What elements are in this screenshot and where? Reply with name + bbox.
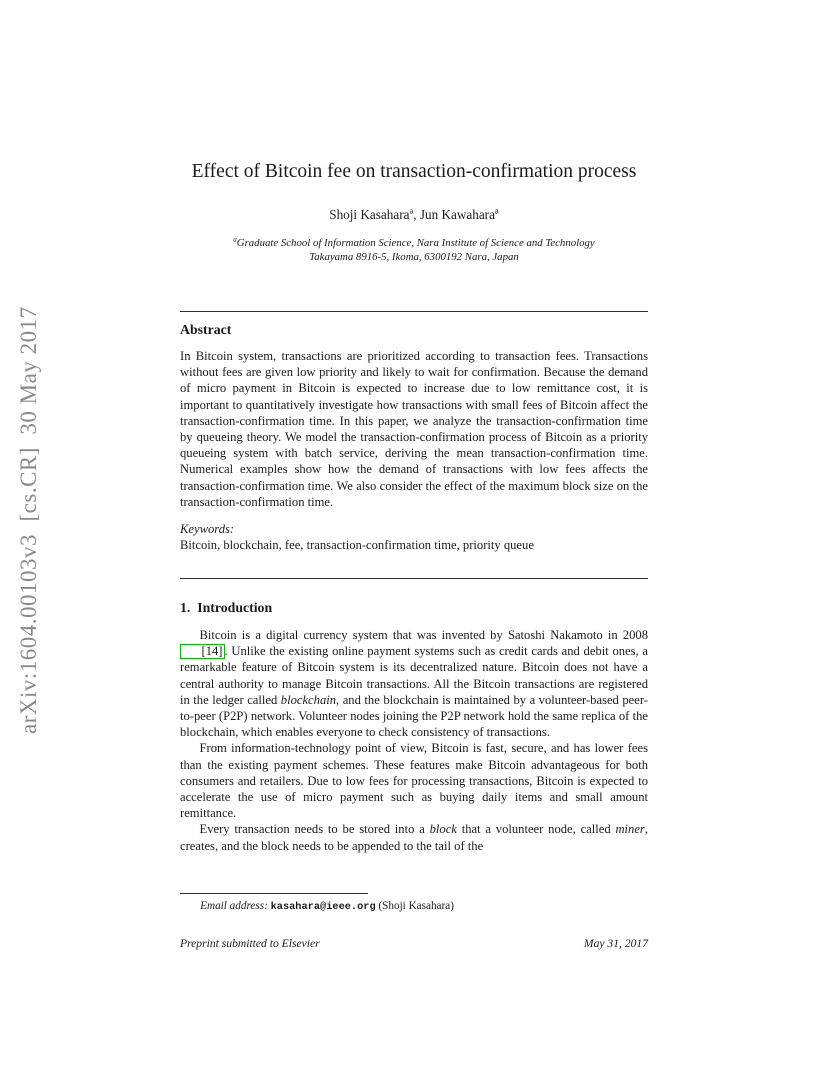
arxiv-sidebar-stamp: arXiv:1604.00103v3 [cs.CR] 30 May 2017 — [16, 306, 41, 734]
footer-date: May 31, 2017 — [583, 937, 648, 950]
page-footer — [180, 937, 648, 950]
authors-line: Shoji Kasahara$^a$, Jun Kawahara$^a$ — [329, 205, 499, 222]
intro-paragraph-2: From information-technology point of view, Bitcoin is fast, secure, and has lower fees than the existing payment schemes. These features make Bitcoin advantageous for both consumers and retailers. Due to low fees for processing transactions, Bitcoin is expected to accelerate the use of micro payment such as buying daily items and small amount remittance. — [180, 741, 648, 821]
intro-paragraph-3: Every transaction needs to be stored into a block that a volunteer node, called miner, creates, and the block needs to be appended to the tail of the — [180, 822, 648, 853]
introduction-body — [180, 627, 648, 854]
intro-paragraph-1: Bitcoin is a digital currency system that was invented by Satoshi Nakamoto in 2008 [14] . Unlike the existing online payment systems such as credit cards and debit ones, a remarkable feature of Bitcoin system is its decentralized nature. Bitcoin does not have a central authority to manage Bitcoin transactions. All the Bitcoin transactions are registered in the ledger called blockchain, and the blockchain is maintained by a volunteer-based peer-to-peer (P2P) network. Volunteer nodes joining the P2P network hold the same replica of the blockchain, which enables everyone to check consistency of transactions. — [180, 628, 648, 740]
introduction-section — [180, 600, 648, 854]
email-footnote: Email address: kasahara@ieee.org (Shoji Kasahara) — [200, 900, 454, 913]
affiliation-line1: $^a$Graduate School of Information Science, Nara Institute of Science and Technology — [233, 235, 595, 249]
paper-title: Effect of Bitcoin fee on transaction-confirmation process — [191, 161, 637, 182]
abstract-section — [180, 322, 648, 553]
affiliation-block — [180, 237, 648, 264]
citation-link[interactable]: [14] — [180, 644, 225, 659]
keywords-label: Keywords: — [180, 522, 235, 537]
abstract-bottom-rule — [180, 578, 648, 579]
footer-preprint-note: Preprint submitted to Elsevier — [180, 937, 320, 950]
introduction-heading: 1. Introduction — [180, 600, 273, 615]
keywords-text: Bitcoin, blockchain, fee, transaction-confirmation time, priority queue — [180, 538, 534, 553]
abstract-heading: Abstract — [180, 322, 232, 337]
abstract-body: In Bitcoin system, transactions are prioritized according to transaction fees. Transactions without fees are given low priority and likely to wait for confirmation. Because the demand of micro payment in Bitcoin is expected to increase due to low remittance cost, it is important to quantitatively investigate how transactions with small fees of Bitcoin affect the transaction-confirmation time. In this paper, we analyze the transaction-confirmation time by queueing theory. We model the transaction-confirmation process of Bitcoin as a priority queueing system with batch service, deriving the mean transaction-confirmation time. Numerical examples show how the demand of transactions with low fees affects the transaction-confirmation time. We also consider the effect of the maximum block size on the transaction-confirmation time. — [180, 349, 648, 509]
affiliation-line2: Takayama 8916-5, Ikoma, 6300192 Nara, Japan — [309, 250, 519, 263]
footnote-rule — [180, 893, 368, 894]
abstract-top-rule — [180, 311, 648, 312]
